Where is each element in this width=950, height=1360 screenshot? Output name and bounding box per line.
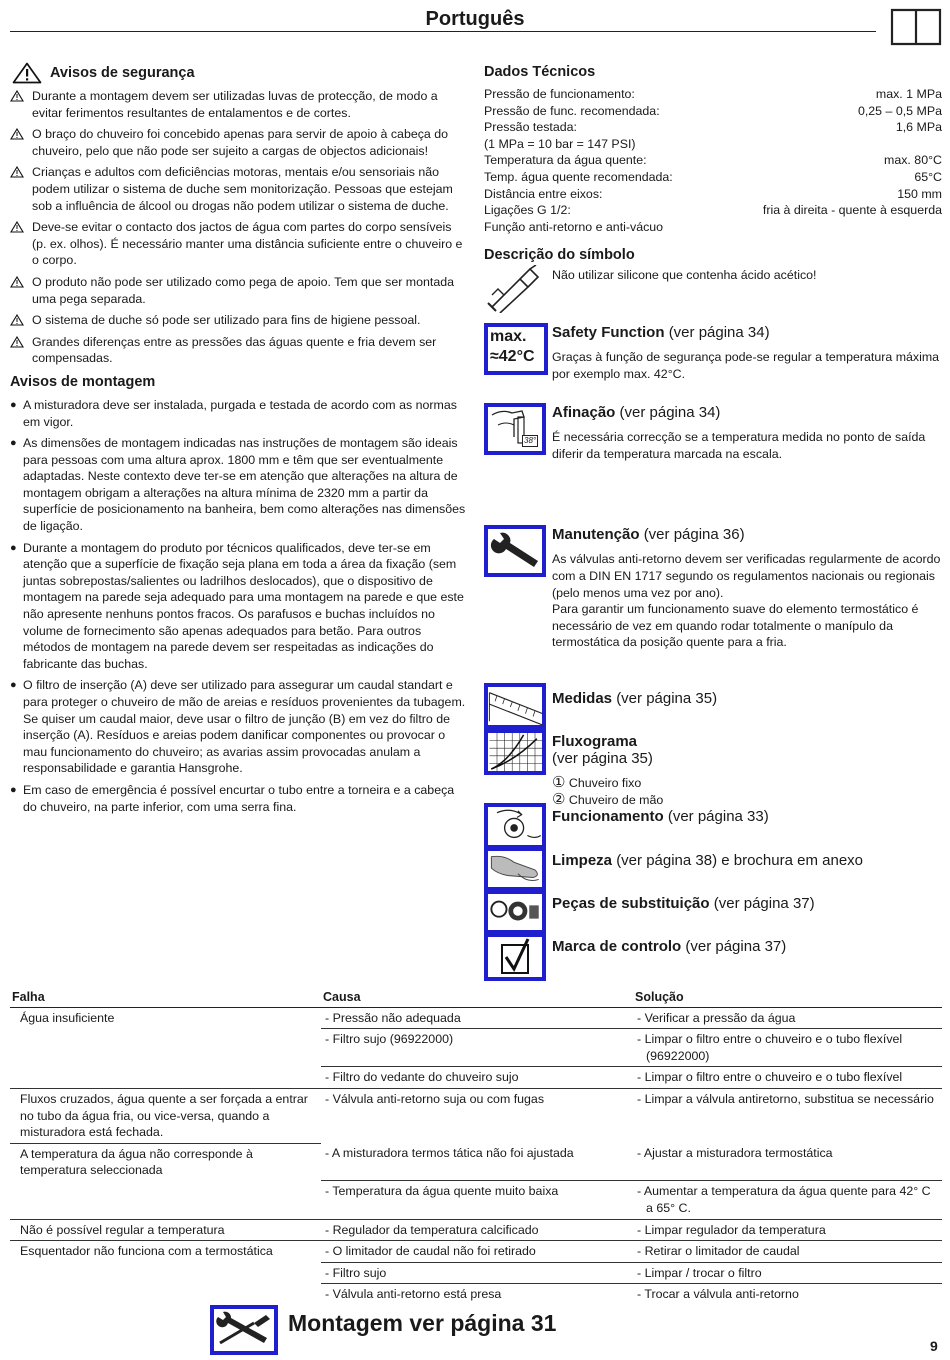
cleaning-hand-icon	[488, 851, 544, 887]
tech-row	[484, 202, 942, 219]
safety-heading: Avisos de segurança	[50, 65, 195, 81]
tech-value: max. 1 MPa	[875, 87, 942, 101]
spare-parts-icon	[488, 894, 544, 930]
safety-item-text: O sistema de duche só pode ser utilizado para fins de higiene pessoal.	[32, 313, 421, 328]
solution-cell: - Limpar o filtro entre o chuveiro e o tubo flexível	[633, 1067, 942, 1089]
fluxograma-ref: (ver página 35)	[552, 750, 653, 768]
tech-label: Distância entre eixos:	[484, 186, 603, 201]
safety-function-text	[552, 323, 942, 382]
limpeza-text	[552, 847, 942, 871]
medidas-title: Medidas	[552, 690, 613, 708]
tech-table	[484, 86, 942, 235]
fault-cell: Fluxos cruzados, água quente a ser forçada a entrar no tubo da água fria, ou vice-versa, quando a misturadora está fechada.	[10, 1088, 321, 1143]
safety-item-text: Crianças e adultos com deficiências motoras, mentais e/ou sensoriais não podem utilizar o sistema de duche sem monitorização. Pessoas que estejam sob a influência de álcool ou drogas não podem utilizar o sistema de duche.	[32, 165, 453, 213]
fault-cell: Não é possível regular a temperatura	[10, 1219, 321, 1241]
tech-label: Temp. água quente recomendada:	[484, 169, 673, 184]
safety-item	[10, 312, 466, 329]
tech-label: Ligações G 1/2:	[484, 203, 571, 218]
table-row	[10, 1219, 942, 1241]
solution-cell: - Limpar a válvula antiretorno, substitua se necessário	[637, 1091, 934, 1106]
fluxograma-item2-num: ②	[552, 790, 566, 808]
warning-triangle-icon	[10, 90, 24, 102]
table-row	[10, 1262, 942, 1284]
table-header-row	[10, 988, 942, 1007]
afinacao-text	[552, 403, 942, 462]
symbols-heading: Descrição do símbolo	[484, 247, 635, 264]
marca-text	[552, 933, 942, 957]
left-column	[10, 62, 466, 820]
tech-row	[484, 152, 942, 169]
tech-row	[484, 219, 942, 236]
tech-label: Função anti-retorno e anti-vácuo	[484, 219, 664, 234]
operation-icon	[484, 803, 546, 849]
assembly-item: ● Durante a montagem do produto por técnicos qualificados, deve ter-se em atenção que a superfície de fixação seja plana em toda a área da fixação (sem juntas sobrepostas/salientes ou ladrilhos deslocados), que o dispositivo de montagem na parede seja adequado para uma montagem na parede e que este não apresente nenhuns pontos fracos. Os parafusos e buchas incluídos no volume de fornecimento são apenas adequados para betão. Para outros métodos de montagem na parede devem ser respeitadas as indicações do fabricante das buchas.	[10, 540, 466, 673]
funcionamento-ref: (ver página 33)	[667, 808, 769, 826]
flow-chart-icon	[484, 729, 546, 775]
safety-list	[10, 88, 466, 367]
measurements-icon	[484, 683, 546, 729]
handle-icon	[488, 807, 544, 845]
assembly-item-text: Durante a montagem do produto por técnicos qualificados, deve ter-se em atenção que a superfície de fixação seja plana em toda a área da fixação (sem juntas sobrepostas/salientes ou ladrilhos deslocados), que o dispositivo de montagem na parede seja adequado para uma montagem na parede e que este não apresente nenhuns pontos fracos. Os parafusos e buchas incluídos no volume de fornecimento são apenas adequados para betão. Para outros métodos de montagem na parede devem ser respeitadas as indicações do fabricante das buchas.	[23, 540, 464, 671]
table-row	[10, 1029, 942, 1067]
header-rule	[10, 31, 876, 32]
thermometer-label: 38°	[524, 436, 537, 446]
ruler-icon	[488, 687, 544, 725]
assembly-item: ● A misturadora deve ser instalada, purgada e testada de acordo com as normas em vigor.	[10, 397, 466, 430]
assembly-footer-title: Montagem ver página 31	[288, 1310, 557, 1336]
manutencao-desc1: As válvulas anti-retorno devem ser verificadas regularmente de acordo com a DIN EN 1717 segundo os regulamentos nacionais ou regionais (pelo menos uma vez por ano).	[552, 552, 941, 600]
solution-cell: - Retirar o limitador de caudal	[633, 1241, 942, 1263]
tech-value: 1,6 MPa	[895, 120, 942, 135]
warning-triangle-icon	[12, 62, 42, 84]
solution-cell: - Aumentar a temperatura da água quente para 42° C a 65° C.	[633, 1181, 942, 1219]
tech-row	[484, 186, 942, 203]
wrench-icon	[488, 529, 544, 573]
safety-item	[10, 219, 466, 269]
marca-ref: (ver página 37)	[685, 938, 787, 956]
medidas-ref: (ver página 35)	[616, 690, 718, 708]
tech-value: 0,25 – 0,5 MPa	[857, 103, 942, 118]
assembly-item-text: O filtro de inserção (A) deve ser utilizado para assegurar um caudal standart e para proteger o chuveiro de mão de areias e resíduos provenientes da tubagem. Se quiser um caudal maior, deve usar o filtro de junção (B) em vez do filtro de inserção (A). Resíduos e areias podem danificar componentes ou provocar o mau funcionamento do chuveiro; as avarias assim provocadas anulam a responsabilidade e garantia Hansgrohe.	[23, 678, 466, 776]
warning-triangle-icon	[10, 128, 24, 140]
control-mark-box	[484, 933, 546, 981]
funcionamento-text	[552, 803, 942, 827]
tech-label: Pressão de func. recomendada:	[484, 103, 660, 118]
tech-row	[484, 103, 942, 120]
tech-row	[484, 86, 942, 103]
fault-cell: Esquentador não funciona com a termostática	[20, 1244, 273, 1259]
assembly-item: ● O filtro de inserção (A) deve ser utilizado para assegurar um caudal standart e para proteger o chuveiro de mão de areias e resíduos provenientes da tubagem. Se quiser um caudal maior, deve usar o filtro de junção (B) em vez do filtro de inserção (A). Resíduos e areias podem danificar componentes ou provocar o mau funcionamento do chuveiro; as avarias assim provocadas anulam a responsabilidade e garantia Hansgrohe.	[10, 678, 466, 776]
table-row	[10, 1067, 942, 1089]
silicone-gun-icon	[484, 265, 546, 313]
temperature-limit-line2: ≈42°C	[490, 348, 535, 366]
safety-item-text: Grandes diferenças entre as pressões das águas quente e fria devem ser compensadas.	[32, 334, 437, 366]
tech-value: fria à direita - quente à esquerda	[762, 203, 942, 218]
assembly-item-text: A misturadora deve ser instalada, purgada e testada de acordo com as normas em vigor.	[23, 397, 457, 429]
safety-item	[10, 274, 466, 307]
fault-table	[10, 988, 942, 1305]
manutencao-ref: (ver página 36)	[643, 526, 745, 544]
book-icon	[890, 8, 942, 46]
cause-cell: - Pressão não adequada	[321, 1007, 633, 1029]
right-column	[484, 62, 942, 1005]
cause-cell: - Filtro do vedante do chuveiro sujo	[321, 1067, 633, 1089]
solution-cell: - Limpar regulador da temperatura	[633, 1219, 942, 1241]
limpeza-title: Limpeza	[552, 852, 613, 870]
cause-cell: - Temperatura da água quente muito baixa	[321, 1181, 633, 1219]
medidas-text	[552, 683, 942, 709]
check-mark-icon	[488, 937, 544, 977]
safety-item-text: O produto não pode ser utilizado como pega de apoio. Tem que ser montada uma pega separada.	[32, 274, 455, 306]
header-causa: Causa	[321, 988, 633, 1007]
tech-label: Pressão testada:	[484, 120, 577, 135]
tech-label: Pressão de funcionamento:	[484, 87, 635, 101]
solution-cell: - Trocar a válvula anti-retorno	[637, 1287, 799, 1302]
warning-triangle-icon	[10, 166, 24, 178]
cause-cell: - O limitador de caudal não foi retirado	[321, 1241, 633, 1263]
fluxograma-title: Fluxograma	[552, 733, 638, 751]
pecas-ref: (ver página 37)	[713, 895, 815, 913]
thermostat-adjust-icon	[484, 403, 546, 455]
fluxograma-item1: Chuveiro fixo	[568, 776, 642, 791]
safety-item	[10, 126, 466, 159]
tools-icon	[214, 1309, 274, 1351]
warning-triangle-icon	[10, 221, 24, 233]
cleaning-icon	[484, 847, 546, 891]
safety-function-title: Safety Function	[552, 324, 665, 342]
table-row	[10, 1241, 942, 1263]
table-row	[10, 1284, 942, 1305]
spare-parts-box	[484, 890, 546, 934]
cause-cell: - Filtro sujo	[321, 1262, 633, 1284]
tech-label: Temperatura da água quente:	[484, 153, 647, 168]
tech-label: (1 MPa = 10 bar = 147 PSI)	[484, 136, 636, 151]
safety-function-ref: (ver página 34)	[668, 324, 770, 342]
solution-cell: - Limpar / trocar o filtro	[633, 1262, 942, 1284]
fluxograma-text	[552, 729, 942, 808]
assembly-item-text: As dimensões de montagem indicadas nas instruções de montagem são ideais para pessoas com uma altura aprox. 1800 mm e têm que ser eventualmente adaptadas. Neste contexto deve ter-se em atenção que alterações na altura de montagem obrigam a alterações na altura mínima de 2320 mm a partir da superfície de posicionamento na banheira, bem como alterações nas dimensões de ligação.	[23, 436, 466, 534]
manutencao-desc2: Para garantir um funcionamento suave do elemento termostático é necessário de vez em quando rodar totalmente o manípulo da termostática da posição quente para a fria.	[552, 602, 919, 650]
solution-cell: - Limpar o filtro entre o chuveiro e o tubo flexível (96922000)	[633, 1029, 942, 1067]
afinacao-title: Afinação	[552, 404, 616, 422]
temperature-limit-icon	[484, 323, 548, 375]
solution-cell: - Ajustar a misturadora termostática	[633, 1143, 942, 1181]
fluxograma-item2: Chuveiro de mão	[568, 792, 664, 807]
maintenance-icon	[484, 525, 546, 577]
safety-item	[10, 88, 466, 121]
safety-item-text: Durante a montagem devem ser utilizadas luvas de protecção, de modo a evitar ferimentos resultantes de entalamentos e de cortes.	[32, 89, 438, 120]
silicone-text: Não utilizar silicone que contenha ácido acético!	[552, 268, 817, 283]
page-number: 9	[930, 1338, 938, 1354]
tech-row	[484, 136, 942, 153]
cause-cell: - Regulador da temperatura calcificado	[321, 1219, 633, 1241]
afinacao-ref: (ver página 34)	[619, 404, 721, 422]
safety-item	[10, 334, 466, 367]
assembly-heading: Avisos de montagem	[10, 373, 156, 390]
warning-triangle-icon	[10, 276, 24, 288]
flow-grid-icon	[488, 733, 544, 771]
safety-item-text: Deve-se evitar o contacto dos jactos de água com partes do corpo sensíveis (p. ex. olhos). É necessário manter uma distância suficiente entre o chuveiro e o corpo.	[32, 220, 463, 268]
tech-value: 65°C	[914, 169, 942, 184]
cause-cell: - Filtro sujo (96922000)	[321, 1029, 633, 1067]
assembly-tools-box	[210, 1305, 278, 1355]
manutencao-text	[552, 525, 942, 651]
afinacao-desc: É necessária correcção se a temperatura medida no ponto de saída diferir da temperatura marcada na escala.	[552, 430, 926, 461]
cause-cell: - Válvula anti-retorno suja ou com fugas	[325, 1091, 545, 1106]
warning-triangle-icon	[10, 314, 24, 326]
pecas-text	[552, 890, 942, 914]
tech-row	[484, 119, 942, 136]
solution-cell: - Verificar a pressão da água	[633, 1007, 942, 1029]
manutencao-title: Manutenção	[552, 526, 640, 544]
assembly-list	[10, 397, 466, 815]
temperature-limit-line1: max.	[490, 328, 527, 346]
pecas-title: Peças de substituição	[552, 895, 710, 913]
assembly-item: ● Em caso de emergência é possível encurtar o tubo entre a torneira e a cabeça do chuveiro, na parte inferior, com uma serra fina.	[10, 782, 466, 815]
assembly-item: ● As dimensões de montagem indicadas nas instruções de montagem são ideais para pessoas com uma altura aprox. 1800 mm e têm que ser eventualmente adaptadas. Neste contexto deve ter-se em atenção que alterações na altura de montagem obrigam a alterações na altura mínima de 2320 mm a partir da superfície de posicionamento na banheira, bem como alterações nas dimensões de ligação.	[10, 436, 466, 534]
cause-cell: - Válvula anti-retorno está presa	[325, 1287, 502, 1302]
assembly-item-text: Em caso de emergência é possível encurtar o tubo entre a torneira e a cabeça do chuveiro, na parte inferior, com uma serra fina.	[23, 782, 455, 814]
table-row	[10, 1181, 942, 1219]
header-falha: Falha	[10, 988, 321, 1007]
tech-row	[484, 169, 942, 186]
marca-title: Marca de controlo	[552, 938, 682, 956]
symbol-list	[484, 265, 942, 1005]
safety-function-desc: Graças à função de segurança pode-se regular a temperatura máxima por exemplo max. 42°C.	[552, 350, 940, 381]
tech-value: 150 mm	[897, 186, 942, 201]
tech-heading: Dados Técnicos	[484, 64, 596, 80]
funcionamento-title: Funcionamento	[552, 808, 664, 826]
fault-cell: A temperatura da água não corresponde à temperatura seleccionada	[20, 1146, 253, 1178]
table-row	[10, 1088, 942, 1143]
header-solucao: Solução	[633, 988, 942, 1007]
limpeza-ref: (ver página 38) e brochura em anexo	[616, 852, 863, 870]
safety-item	[10, 164, 466, 214]
fault-cell: Água insuficiente	[20, 1010, 115, 1025]
table-row	[10, 1007, 942, 1029]
safety-heading-row	[12, 62, 466, 84]
table-row	[10, 1143, 942, 1181]
page-title: Português	[425, 8, 525, 30]
warning-triangle-icon	[10, 336, 24, 348]
cause-cell: - A misturadora termos tática não foi ajustada	[321, 1143, 633, 1181]
tech-value: max. 80°C	[884, 153, 942, 168]
safety-item-text: O braço do chuveiro foi concebido apenas para servir de apoio à cabeça do chuveiro, pelo que não pode ser sujeito a cargas de objectos adicionais!	[32, 127, 449, 158]
fluxograma-item1-num: ①	[552, 774, 566, 792]
